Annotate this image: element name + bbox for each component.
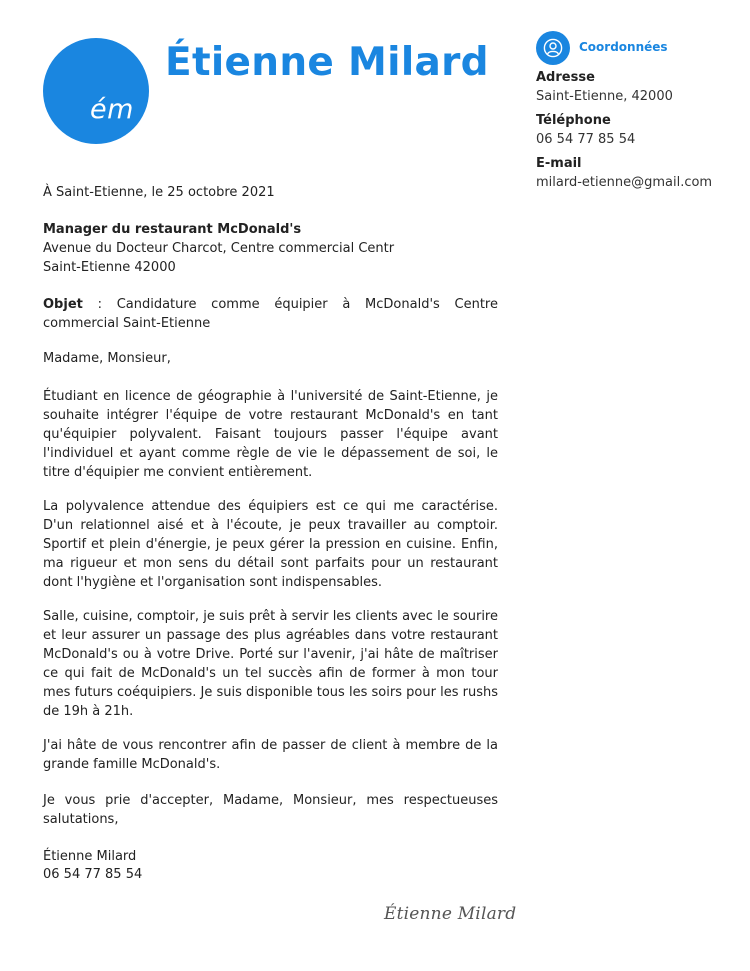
paragraph-4: J'ai hâte de vous rencontrer afin de passer de client à membre de la grande famille McDonald's.: [43, 738, 498, 772]
paragraph-2: La polyvalence attendue des équipiers est ce qui me caractérise. D'un relationnel aisé et à l'écoute, je peux travailler au comptoir. Sportif et plein d'énergie, je peux gérer la pression en cuisine. Enfin, ma rigueur et mon sens du détail sont parfaits pour un restaurant dont l'hygiène et l'organisation sont indispensables.: [43, 499, 498, 590]
monogram-initials: ém: [90, 94, 134, 125]
recipient-address-line-1: Avenue du Docteur Charcot, Centre commercial Centr: [43, 241, 395, 256]
contact-heading: Coordonnées: [579, 40, 668, 54]
paragraph-3: Salle, cuisine, comptoir, je suis prêt à servir les clients avec le sourire et leur assurer un passage des plus agréables dans votre restaurant McDonald's ou à votre Drive. Porté sur l'avenir, j'ai hâte de maîtriser ce qui fait de McDonald's un tel succès afin de former à mon tour mes futurs coéquipiers. Je suis disponible tous les soirs pour les rushs de 19h à 21h.: [43, 609, 498, 719]
sign-off-phone: 06 54 77 85 54: [43, 867, 143, 882]
recipient-name: Manager du restaurant McDonald's: [43, 222, 302, 237]
email-label: E-mail: [536, 156, 582, 171]
address-label: Adresse: [536, 70, 595, 85]
paragraph-1: Étudiant en licence de géographie à l'université de Saint-Etienne, je souhaite intégrer l'équipe de votre restaurant McDonald's en tant qu'équipier polyvalent. Faisant toujours passer l'équipe avant l'individuel et ayant comme règle de vie le dépassement de soi, le titre d'équipier me convient entièrement.: [43, 389, 498, 480]
user-icon: [536, 31, 570, 65]
subject-text: : Candidature comme équipier à McDonald's Centre commercial Saint-Etienne: [43, 297, 498, 331]
phone-value: 06 54 77 85 54: [536, 132, 636, 147]
subject-label: Objet: [43, 297, 83, 312]
letter-date: À Saint-Etienne, le 25 octobre 2021: [43, 185, 275, 200]
sign-off-name: Étienne Milard: [43, 849, 137, 864]
applicant-name: Étienne Milard: [165, 40, 489, 85]
salutation: Madame, Monsieur,: [43, 351, 171, 366]
monogram-avatar: [43, 38, 149, 144]
handwritten-signature: Étienne Milard: [384, 904, 517, 924]
email-value: milard-etienne@gmail.com: [536, 175, 713, 190]
recipient-address-line-2: Saint-Etienne 42000: [43, 260, 176, 275]
closing-formula: Je vous prie d'accepter, Madame, Monsieur, mes respectueuses salutations,: [43, 793, 498, 827]
phone-label: Téléphone: [536, 113, 611, 128]
address-value: Saint-Etienne, 42000: [536, 89, 673, 104]
letter-subject: [43, 295, 498, 333]
